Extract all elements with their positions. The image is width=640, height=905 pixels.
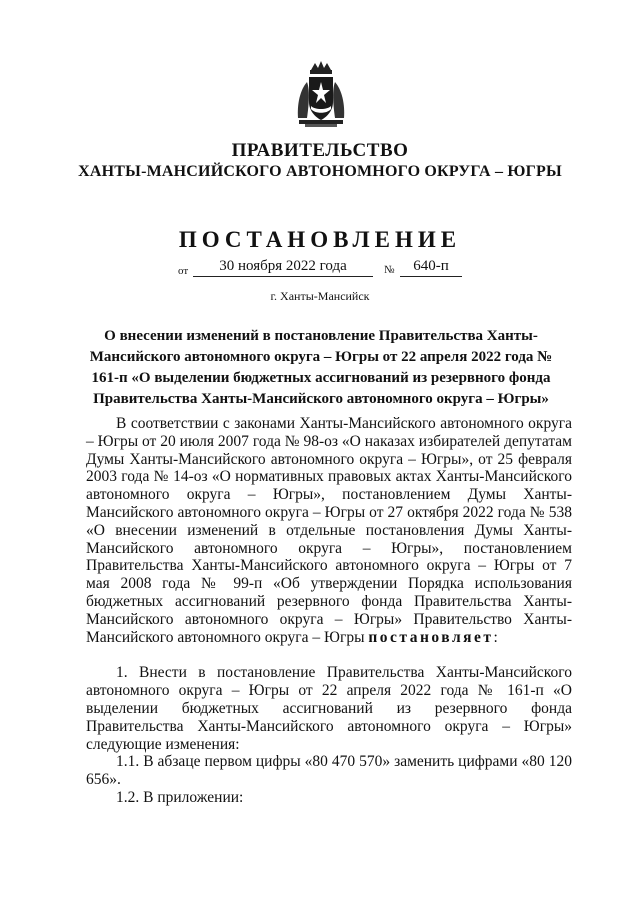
decree-word: постановляет <box>368 628 494 646</box>
number-prefix: № <box>384 264 395 276</box>
date-number-line <box>0 258 640 282</box>
item-1: 1. Внести в постановление Правительства Ханты-Мансийского автономного округа – Югры от 22 апреля 2022 года № 161-п «О выделении бюджетных ассигнований из резервного фонда Правительства Ханты-Мансийского автономного округа – Югры» следующие изменения: <box>86 664 572 753</box>
document-city: г. Ханты-Мансийск <box>270 289 370 303</box>
document-number: 640-п <box>400 258 462 277</box>
document-body <box>86 415 572 807</box>
item-1-1: 1.1. В абзаце первом цифры «80 470 570» заменить цифрами «80 120 656». <box>86 753 572 789</box>
coat-of-arms-emblem <box>295 60 347 130</box>
issuer-title: ПРАВИТЕЛЬСТВО <box>231 140 409 161</box>
document-date: 30 ноября 2022 года <box>193 258 373 277</box>
document-title: О внесении изменений в постановление Правительства Ханты-Мансийского автономного округа – Югры от 22 апреля 2022 года № 161-п «О выделении бюджетных ассигнований из резервного фонда Правительства Ханты-Мансийского автономного округа – Югры» <box>89 328 553 407</box>
decree-colon: : <box>493 628 498 646</box>
document-type: ПОСТАНОВЛЕНИЕ <box>178 227 462 252</box>
item-1-2: 1.2. В приложении: <box>116 788 244 806</box>
paragraph-gap <box>86 646 572 664</box>
date-prefix: от <box>178 265 189 277</box>
preamble-text: В соответствии с законами Ханты-Мансийского автономного округа – Югры от 20 июля 2007 года № 98-оз «О наказах избирателей депутатам Думы Ханты-Мансийского автономного округа – Югры», от 25 февраля 2003 года № 14-оз «О нормативных правовых актах Ханты-Мансийского автономного округа – Югры», постановлением Думы Ханты-Мансийского автономного округа – Югры от 27 октября 2022 года № 538 «О внесении изменений в отдельные постановления Думы Ханты-Мансийского автономного округа – Югры», постановлением Правительства Ханты-Мансийского автономного округа – Югры от 7 мая 2008 года № 99-п «Об утверждении Порядка использования бюджетных ассигнований резервного фонда Правительства Ханты-Мансийского автономного округа – Югры» Правительство Ханты-Мансийского автономного округа – Югры <box>86 415 572 646</box>
issuer-region: ХАНТЫ-МАНСИЙСКОГО АВТОНОМНОГО ОКРУГА – ЮГРЫ <box>78 163 562 180</box>
preamble-paragraph <box>86 415 572 646</box>
